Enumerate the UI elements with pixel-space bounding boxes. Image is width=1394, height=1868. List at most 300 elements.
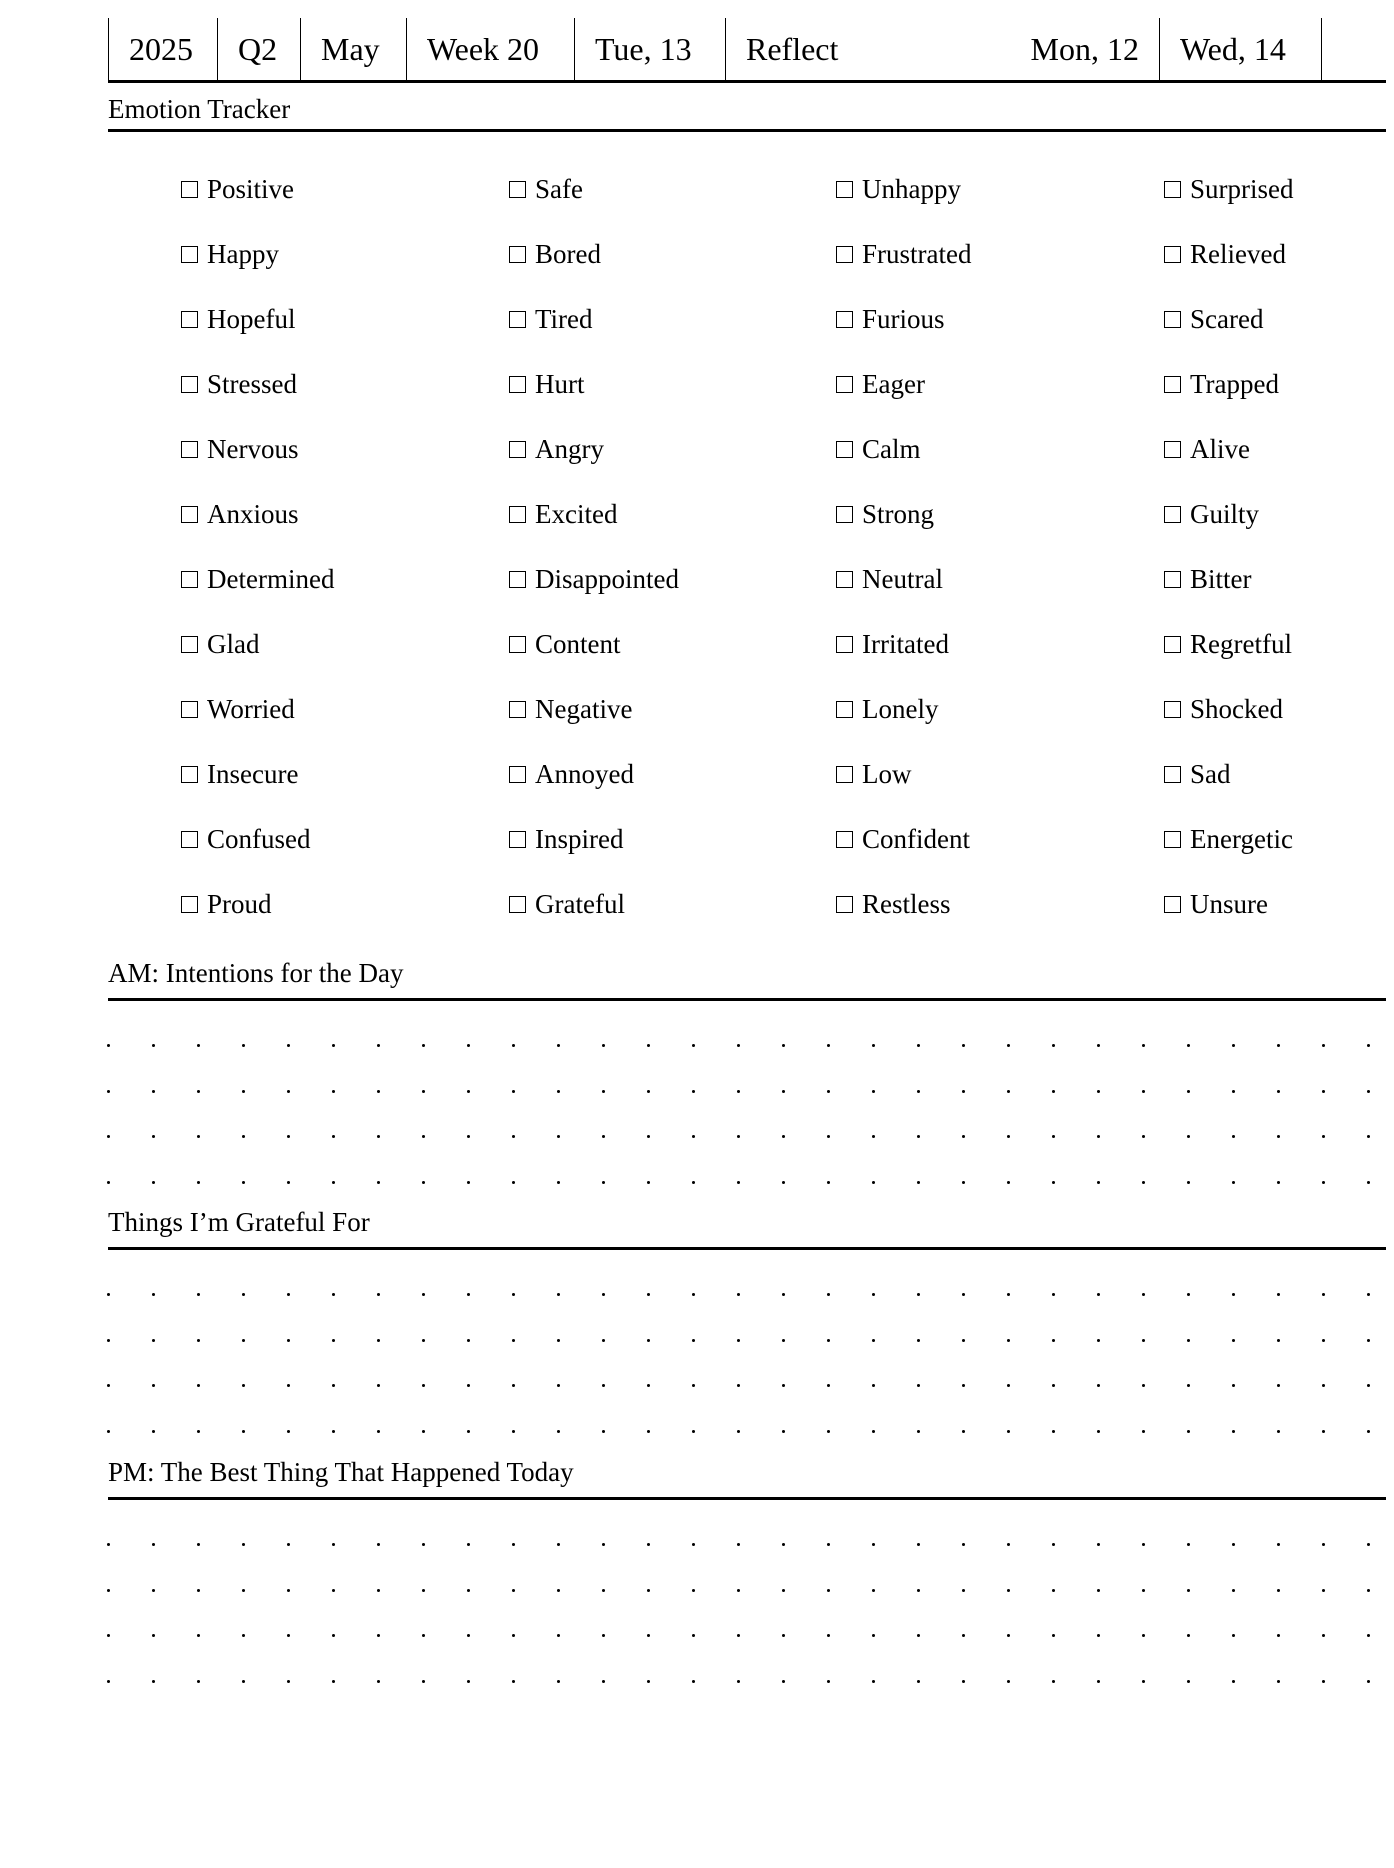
emotion-checkbox-item[interactable] xyxy=(836,564,943,595)
checkbox-icon[interactable] xyxy=(509,701,526,718)
grid-dot xyxy=(1367,1589,1370,1592)
grid-dot xyxy=(467,1090,470,1093)
checkbox-icon[interactable] xyxy=(181,441,198,458)
emotion-label: Stressed xyxy=(207,369,297,399)
checkbox-icon[interactable] xyxy=(181,311,198,328)
grid-dot xyxy=(152,1384,155,1387)
emotion-label: Low xyxy=(862,759,912,789)
checkbox-icon[interactable] xyxy=(836,441,853,458)
grid-dot xyxy=(1007,1589,1010,1592)
emotion-checkbox-item[interactable] xyxy=(836,629,949,660)
grid-dot xyxy=(332,1680,335,1683)
grid-dot xyxy=(377,1339,380,1342)
checkbox-icon[interactable] xyxy=(836,246,853,263)
checkbox-icon[interactable] xyxy=(509,181,526,198)
emotion-checkbox-item[interactable] xyxy=(1164,629,1292,660)
grid-dot xyxy=(287,1135,290,1138)
grid-dot xyxy=(1232,1589,1235,1592)
emotion-label: Grateful xyxy=(535,889,625,919)
grid-dot xyxy=(377,1090,380,1093)
emotion-label: Unsure xyxy=(1190,889,1268,919)
grid-dot xyxy=(872,1543,875,1546)
grid-dot xyxy=(872,1589,875,1592)
grid-dot xyxy=(1142,1680,1145,1683)
grid-dot xyxy=(782,1634,785,1637)
prev-day-link[interactable]: Mon, 12 xyxy=(1030,31,1139,67)
grid-dot xyxy=(1367,1135,1370,1138)
grid-dot xyxy=(152,1293,155,1296)
grid-dot xyxy=(962,1384,965,1387)
grid-dot xyxy=(737,1384,740,1387)
checkbox-icon[interactable] xyxy=(181,376,198,393)
emotion-checkbox-item[interactable] xyxy=(509,174,583,205)
emotion-checkbox-item[interactable] xyxy=(836,239,971,270)
grid-dot xyxy=(962,1090,965,1093)
grid-dot xyxy=(1367,1293,1370,1296)
checkbox-icon[interactable] xyxy=(836,636,853,653)
grid-dot xyxy=(1187,1680,1190,1683)
checkbox-icon[interactable] xyxy=(1164,181,1181,198)
emotion-checkbox-item[interactable] xyxy=(509,629,621,660)
grid-dot xyxy=(692,1181,695,1184)
section-title-grateful: Things I’m Grateful For xyxy=(108,1207,370,1237)
grid-dot xyxy=(467,1634,470,1637)
grid-dot xyxy=(602,1090,605,1093)
grid-dot xyxy=(1097,1044,1100,1047)
emotion-checkbox-item[interactable] xyxy=(836,369,925,400)
emotion-checkbox-item[interactable] xyxy=(509,824,623,855)
grid-dot xyxy=(422,1181,425,1184)
grid-dot xyxy=(1367,1339,1370,1342)
grid-dot xyxy=(1277,1181,1280,1184)
grid-dot xyxy=(1007,1090,1010,1093)
emotion-checkbox-item[interactable] xyxy=(181,824,311,855)
emotion-label: Excited xyxy=(535,499,618,529)
grid-dot xyxy=(152,1135,155,1138)
emotion-checkbox-item[interactable] xyxy=(181,694,295,725)
next-day-link[interactable]: Wed, 14 xyxy=(1159,18,1321,80)
grid-dot xyxy=(917,1384,920,1387)
emotion-checkbox-item[interactable] xyxy=(1164,499,1259,530)
checkbox-icon[interactable] xyxy=(181,181,198,198)
grid-dot xyxy=(1052,1090,1055,1093)
grid-dot xyxy=(512,1384,515,1387)
checkbox-icon[interactable] xyxy=(1164,441,1181,458)
grid-dot xyxy=(917,1044,920,1047)
grid-dot xyxy=(872,1090,875,1093)
grid-dot xyxy=(1322,1339,1325,1342)
week-link[interactable]: Week 20 xyxy=(406,18,574,80)
grid-dot xyxy=(782,1090,785,1093)
grid-dot xyxy=(467,1680,470,1683)
checkbox-icon[interactable] xyxy=(181,636,198,653)
grid-dot xyxy=(1277,1339,1280,1342)
grid-dot xyxy=(1142,1044,1145,1047)
emotion-checkbox-item[interactable] xyxy=(509,759,634,790)
grid-dot xyxy=(557,1135,560,1138)
grid-dot xyxy=(1322,1293,1325,1296)
emotion-label: Positive xyxy=(207,174,295,204)
checkbox-icon[interactable] xyxy=(181,506,198,523)
grid-dot xyxy=(422,1090,425,1093)
checkbox-icon[interactable] xyxy=(1164,246,1181,263)
grid-dot xyxy=(1097,1181,1100,1184)
emotion-label: Safe xyxy=(535,174,583,204)
emotion-label: Inspired xyxy=(535,824,624,854)
emotion-checkbox-item[interactable] xyxy=(1164,304,1263,335)
emotion-checkbox-item[interactable] xyxy=(509,694,632,725)
grid-dot xyxy=(1052,1589,1055,1592)
grid-dot xyxy=(1232,1181,1235,1184)
emotion-label: Guilty xyxy=(1190,499,1260,529)
grid-dot xyxy=(737,1293,740,1296)
checkbox-icon[interactable] xyxy=(836,506,853,523)
grid-dot xyxy=(1052,1293,1055,1296)
emotion-checkbox-item[interactable] xyxy=(836,694,938,725)
grid-dot xyxy=(1187,1044,1190,1047)
emotion-label: Angry xyxy=(535,434,604,464)
emotion-label: Worried xyxy=(207,694,295,724)
emotion-checkbox-item[interactable] xyxy=(181,629,259,660)
grid-dot xyxy=(332,1589,335,1592)
emotion-checkbox-item[interactable] xyxy=(836,499,934,530)
grid-dot xyxy=(602,1384,605,1387)
emotion-checkbox-item[interactable] xyxy=(1164,759,1231,790)
checkbox-icon[interactable] xyxy=(1164,571,1181,588)
grid-dot xyxy=(692,1339,695,1342)
grid-dot xyxy=(692,1090,695,1093)
emotion-checkbox-item[interactable] xyxy=(181,239,279,270)
checkbox-icon[interactable] xyxy=(1164,311,1181,328)
checkbox-icon[interactable] xyxy=(509,506,526,523)
grid-dot xyxy=(242,1293,245,1296)
grid-dot xyxy=(287,1680,290,1683)
grid-dot xyxy=(1007,1680,1010,1683)
checkbox-icon[interactable] xyxy=(509,246,526,263)
grid-dot xyxy=(1367,1430,1370,1433)
grid-dot xyxy=(1142,1181,1145,1184)
grid-dot xyxy=(1322,1181,1325,1184)
grid-dot xyxy=(647,1090,650,1093)
grid-dot xyxy=(737,1135,740,1138)
grid-dot xyxy=(692,1680,695,1683)
grid-dot xyxy=(1277,1384,1280,1387)
grid-dot xyxy=(197,1589,200,1592)
emotion-label: Bored xyxy=(535,239,601,269)
grid-dot xyxy=(512,1430,515,1433)
checkbox-icon[interactable] xyxy=(509,896,526,913)
checkbox-icon[interactable] xyxy=(836,766,853,783)
grid-dot xyxy=(962,1543,965,1546)
grid-dot xyxy=(557,1430,560,1433)
checkbox-icon[interactable] xyxy=(836,701,853,718)
checkbox-icon[interactable] xyxy=(509,636,526,653)
emotion-checkbox-item[interactable] xyxy=(836,889,951,920)
emotion-checkbox-item[interactable] xyxy=(1164,564,1252,595)
emotion-checkbox-item[interactable] xyxy=(181,759,298,790)
grid-dot xyxy=(917,1680,920,1683)
grid-dot xyxy=(692,1543,695,1546)
grid-dot xyxy=(1097,1339,1100,1342)
grid-dot xyxy=(512,1090,515,1093)
emotion-label: Lonely xyxy=(862,694,939,724)
emotion-checkbox-item[interactable] xyxy=(1164,824,1293,855)
grid-dot xyxy=(152,1589,155,1592)
grid-dot xyxy=(602,1680,605,1683)
grid-dot xyxy=(197,1044,200,1047)
emotion-label: Annoyed xyxy=(535,759,634,789)
emotion-checkbox-item[interactable] xyxy=(181,434,298,465)
grid-dot xyxy=(737,1339,740,1342)
month-link[interactable]: May xyxy=(300,18,406,80)
grid-dot xyxy=(1007,1543,1010,1546)
checkbox-icon[interactable] xyxy=(181,831,198,848)
grid-dot xyxy=(962,1339,965,1342)
checkbox-icon[interactable] xyxy=(836,376,853,393)
grid-dot xyxy=(827,1339,830,1342)
grid-dot xyxy=(1052,1680,1055,1683)
grid-dot xyxy=(467,1293,470,1296)
emotion-label: Nervous xyxy=(207,434,299,464)
emotion-checkbox-item[interactable] xyxy=(509,434,604,465)
grid-dot xyxy=(467,1589,470,1592)
checkbox-icon[interactable] xyxy=(509,831,526,848)
emotion-checkbox-item[interactable] xyxy=(509,369,585,400)
grid-dot xyxy=(422,1634,425,1637)
grid-dot xyxy=(647,1339,650,1342)
checkbox-icon[interactable] xyxy=(509,441,526,458)
grid-dot xyxy=(1322,1589,1325,1592)
checkbox-icon[interactable] xyxy=(836,831,853,848)
grid-dot xyxy=(557,1384,560,1387)
grid-dot xyxy=(512,1135,515,1138)
grid-dot xyxy=(107,1090,110,1093)
grid-dot xyxy=(782,1293,785,1296)
checkbox-icon[interactable] xyxy=(181,766,198,783)
grid-dot xyxy=(1187,1181,1190,1184)
grid-dot xyxy=(467,1384,470,1387)
grid-dot xyxy=(287,1634,290,1637)
grid-dot xyxy=(1367,1680,1370,1683)
emotion-checkbox-item[interactable] xyxy=(181,889,272,920)
checkbox-icon[interactable] xyxy=(836,571,853,588)
grid-dot xyxy=(557,1339,560,1342)
checkbox-icon[interactable] xyxy=(836,896,853,913)
emotion-label: Bitter xyxy=(1190,564,1252,594)
checkbox-icon[interactable] xyxy=(181,701,198,718)
grid-dot xyxy=(1142,1090,1145,1093)
grid-dot xyxy=(512,1543,515,1546)
checkbox-icon[interactable] xyxy=(181,571,198,588)
grid-dot xyxy=(377,1293,380,1296)
grid-dot xyxy=(827,1384,830,1387)
emotion-checkbox-item[interactable] xyxy=(1164,174,1294,205)
grid-dot xyxy=(152,1543,155,1546)
grid-dot xyxy=(1187,1339,1190,1342)
grid-dot xyxy=(1007,1339,1010,1342)
grid-dot xyxy=(512,1181,515,1184)
emotion-label: Calm xyxy=(862,434,921,464)
emotion-checkbox-item[interactable] xyxy=(181,369,297,400)
checkbox-icon[interactable] xyxy=(1164,701,1181,718)
grid-dot xyxy=(1232,1090,1235,1093)
checkbox-icon[interactable] xyxy=(509,766,526,783)
grid-dot xyxy=(1322,1680,1325,1683)
grid-dot xyxy=(1187,1384,1190,1387)
emotion-checkbox-item[interactable] xyxy=(1164,694,1283,725)
emotion-label: Sad xyxy=(1190,759,1231,789)
emotion-label: Proud xyxy=(207,889,272,919)
grid-dot xyxy=(917,1135,920,1138)
grid-dot xyxy=(107,1384,110,1387)
grid-dot xyxy=(602,1430,605,1433)
section-rule xyxy=(108,129,1386,132)
grid-dot xyxy=(602,1135,605,1138)
grid-dot xyxy=(1367,1044,1370,1047)
checkbox-icon[interactable] xyxy=(509,571,526,588)
grid-dot xyxy=(872,1181,875,1184)
grid-dot xyxy=(782,1680,785,1683)
grid-dot xyxy=(827,1293,830,1296)
grid-dot xyxy=(692,1293,695,1296)
day-link[interactable]: Tue, 13 xyxy=(574,18,725,80)
grid-dot xyxy=(197,1680,200,1683)
emotion-checkbox-item[interactable] xyxy=(1164,369,1279,400)
grid-dot xyxy=(1322,1135,1325,1138)
grid-dot xyxy=(647,1181,650,1184)
emotion-checkbox-item[interactable] xyxy=(836,434,921,465)
grid-dot xyxy=(107,1339,110,1342)
grid-dot xyxy=(962,1293,965,1296)
checkbox-icon[interactable] xyxy=(1164,831,1181,848)
section-title-am-intentions: AM: Intentions for the Day xyxy=(108,958,404,988)
year-link[interactable]: 2025 xyxy=(108,18,217,80)
grid-dot xyxy=(1277,1090,1280,1093)
grid-dot xyxy=(107,1044,110,1047)
emotion-checkbox-item[interactable] xyxy=(509,304,593,335)
grid-dot xyxy=(1232,1430,1235,1433)
grid-dot xyxy=(782,1339,785,1342)
grid-dot xyxy=(647,1430,650,1433)
emotion-checkbox-item[interactable] xyxy=(509,889,625,920)
checkbox-icon[interactable] xyxy=(181,246,198,263)
grid-dot xyxy=(1142,1543,1145,1546)
grid-dot xyxy=(1052,1384,1055,1387)
grid-dot xyxy=(917,1543,920,1546)
emotion-label: Eager xyxy=(862,369,925,399)
grid-dot xyxy=(827,1044,830,1047)
emotion-checkbox-item[interactable] xyxy=(509,564,679,595)
checkbox-icon[interactable] xyxy=(1164,766,1181,783)
checkbox-icon[interactable] xyxy=(1164,376,1181,393)
grid-dot xyxy=(467,1135,470,1138)
grid-dot xyxy=(872,1430,875,1433)
emotion-checkbox-item[interactable] xyxy=(509,499,617,530)
grid-dot xyxy=(1277,1293,1280,1296)
emotion-checkbox-item[interactable] xyxy=(181,304,295,335)
emotion-checkbox-item[interactable] xyxy=(836,759,912,790)
grid-dot xyxy=(782,1384,785,1387)
quarter-link[interactable]: Q2 xyxy=(217,18,300,80)
grid-dot xyxy=(1277,1680,1280,1683)
grid-dot xyxy=(377,1044,380,1047)
grid-dot xyxy=(152,1634,155,1637)
grid-dot xyxy=(1322,1384,1325,1387)
checkbox-icon[interactable] xyxy=(836,311,853,328)
grid-dot xyxy=(242,1680,245,1683)
emotion-label: Insecure xyxy=(207,759,299,789)
grid-dot xyxy=(152,1339,155,1342)
checkbox-icon[interactable] xyxy=(509,311,526,328)
checkbox-icon[interactable] xyxy=(181,896,198,913)
grid-dot xyxy=(422,1293,425,1296)
emotion-checkbox-item[interactable] xyxy=(836,824,970,855)
grid-dot xyxy=(377,1181,380,1184)
grid-dot xyxy=(782,1181,785,1184)
header-divider xyxy=(1321,18,1322,80)
grid-dot xyxy=(962,1430,965,1433)
grid-dot xyxy=(827,1090,830,1093)
grid-dot xyxy=(647,1634,650,1637)
emotion-checkbox-item[interactable] xyxy=(181,499,299,530)
grid-dot xyxy=(287,1293,290,1296)
checkbox-icon[interactable] xyxy=(1164,506,1181,523)
grid-dot xyxy=(422,1430,425,1433)
grid-dot xyxy=(1277,1044,1280,1047)
grid-dot xyxy=(1097,1293,1100,1296)
emotion-checkbox-item[interactable] xyxy=(181,174,294,205)
grid-dot xyxy=(287,1181,290,1184)
emotion-label: Irritated xyxy=(862,629,949,659)
emotion-label: Energetic xyxy=(1190,824,1293,854)
emotion-checkbox-item[interactable] xyxy=(836,304,945,335)
grid-dot xyxy=(287,1044,290,1047)
grid-dot xyxy=(647,1044,650,1047)
emotion-checkbox-item[interactable] xyxy=(181,564,334,595)
section-title-pm-best-thing: PM: The Best Thing That Happened Today xyxy=(108,1457,574,1487)
emotion-checkbox-item[interactable] xyxy=(1164,889,1268,920)
emotion-label: Shocked xyxy=(1190,694,1283,724)
grid-dot xyxy=(422,1589,425,1592)
checkbox-icon[interactable] xyxy=(509,376,526,393)
grid-dot xyxy=(692,1135,695,1138)
grid-dot xyxy=(917,1634,920,1637)
emotion-checkbox-item[interactable] xyxy=(509,239,601,270)
checkbox-icon[interactable] xyxy=(1164,636,1181,653)
emotion-checkbox-item[interactable] xyxy=(1164,239,1286,270)
grid-dot xyxy=(332,1135,335,1138)
grid-dot xyxy=(1187,1543,1190,1546)
grid-dot xyxy=(602,1293,605,1296)
grid-dot xyxy=(962,1044,965,1047)
section-rule xyxy=(108,1247,1386,1250)
grid-dot xyxy=(692,1634,695,1637)
grid-dot xyxy=(422,1543,425,1546)
emotion-checkbox-item[interactable] xyxy=(1164,434,1250,465)
emotion-checkbox-item[interactable] xyxy=(836,174,961,205)
grid-dot xyxy=(1142,1339,1145,1342)
emotion-label: Regretful xyxy=(1190,629,1292,659)
grid-dot xyxy=(737,1430,740,1433)
grid-dot xyxy=(827,1589,830,1592)
grid-dot xyxy=(287,1589,290,1592)
grid-dot xyxy=(557,1543,560,1546)
checkbox-icon[interactable] xyxy=(836,181,853,198)
checkbox-icon[interactable] xyxy=(1164,896,1181,913)
grid-dot xyxy=(332,1181,335,1184)
emotion-label: Confident xyxy=(862,824,970,854)
grid-dot xyxy=(332,1044,335,1047)
